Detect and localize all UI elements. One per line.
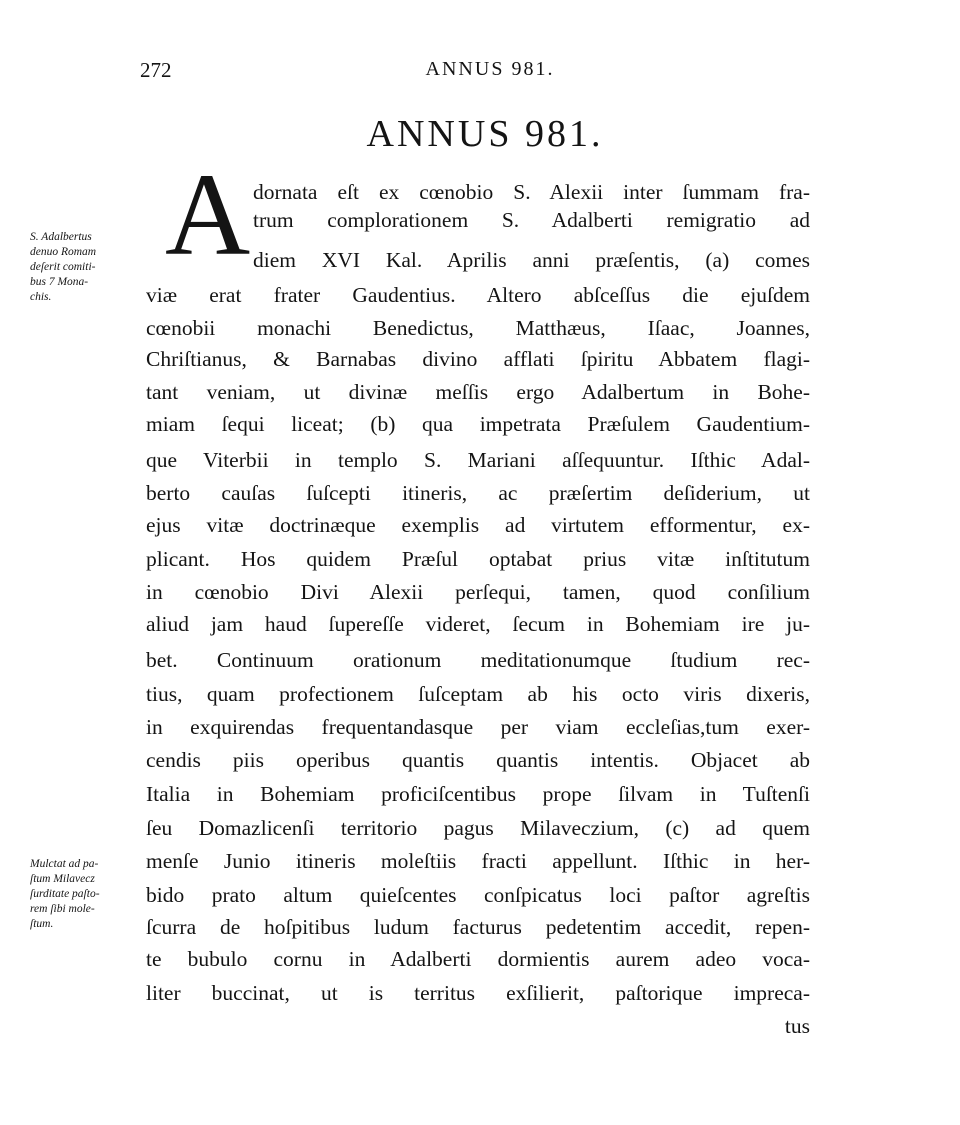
marginal-note-line: denuo Romam (30, 246, 97, 258)
marginal-note-line: ſtum Milavecz (30, 873, 95, 885)
marginal-note-line: S. Adalbertus (30, 231, 92, 243)
marginal-note-line: chis. (30, 291, 52, 303)
text-line: que Viterbii in templo S. Mariani aſſequuntur. Iſthic Adal- (146, 448, 810, 472)
text-line: bido prato altum quieſcentes conſpicatus loci paſtor agreſtis (146, 883, 810, 907)
text-line: tant veniam, ut divinæ meſſis ergo Adalbertum in Bohe- (146, 380, 810, 404)
page-number: 272 (140, 58, 172, 82)
text-line: in exquirendas frequentandasque per viam eccleſias,tum exer- (146, 715, 810, 739)
text-line: ſcurra de hoſpitibus ludum facturus pedetentim accedit, repen- (146, 915, 810, 939)
text-line: liter buccinat, ut is territus exſilierit, paſtorique impreca- (146, 981, 810, 1005)
text-line: Chriſtianus, & Barnabas divino afflati ſpiritu Abbatem flagi- (146, 347, 810, 371)
section-title: ANNUS 981. (366, 113, 604, 155)
text-line: menſe Junio itineris moleſtiis fracti appellunt. Iſthic in her- (146, 849, 810, 873)
text-line: plicant. Hos quidem Præſul optabat prius vitæ inſtitutum (146, 547, 810, 571)
text-line: miam ſequi liceat; (b) qua impetrata Præſulem Gaudentium- (146, 412, 810, 436)
text-line: dornata eſt ex cœnobio S. Alexii inter ſummam fra- (253, 180, 810, 204)
text-line: viæ erat frater Gaudentius. Altero abſceſſus die ejuſdem (146, 283, 810, 307)
marginal-note-line: Mulctat ad pa- (30, 858, 99, 870)
text-line: aliud jam haud ſupereſſe videret, ſecum in Bohemiam ire ju- (146, 612, 810, 636)
marginal-note-line: bus 7 Mona- (30, 276, 89, 288)
text-line: ſeu Domazlicenſi territorio pagus Milaveczium, (c) ad quem (146, 816, 810, 840)
text-line: berto cauſas ſuſcepti itineris, ac præſertim deſiderium, ut (146, 481, 810, 505)
marginal-note-line: deſerit comiti- (30, 261, 96, 273)
text-line: ejus vitæ doctrinæque exemplis ad virtutem efformentur, ex- (146, 513, 810, 537)
catchword: tus (784, 1014, 810, 1038)
text-line: bet. Continuum orationum meditationumque ſtudium rec- (146, 648, 810, 672)
marginal-note-line: ſtum. (30, 918, 54, 930)
text-line: te bubulo cornu in Adalberti dormientis aurem adeo voca- (146, 947, 810, 971)
drop-cap-initial: A (165, 149, 251, 280)
text-line: tius, quam profectionem ſuſceptam ab his octo viris dixeris, (146, 682, 810, 706)
text-line: cendis piis operibus quantis quantis intentis. Objacet ab (146, 748, 810, 772)
marginal-note-line: ſurditate paſto- (30, 888, 100, 900)
text-line: cœnobii monachi Benedictus, Matthæus, Iſaac, Joannes, (146, 316, 810, 340)
text-line: Italia in Bohemiam proficiſcentibus prope ſilvam in Tuſtenſi (146, 782, 810, 806)
text-line: trum complorationem S. Adalberti remigratio ad (253, 208, 810, 232)
text-line: in cœnobio Divi Alexii perſequi, tamen, quod conſilium (146, 580, 810, 604)
text-line: diem XVI Kal. Aprilis anni præſentis, (a) comes (253, 248, 810, 272)
running-title: ANNUS 981. (425, 58, 555, 80)
marginal-note-line: rem ſibi mole- (30, 903, 95, 915)
